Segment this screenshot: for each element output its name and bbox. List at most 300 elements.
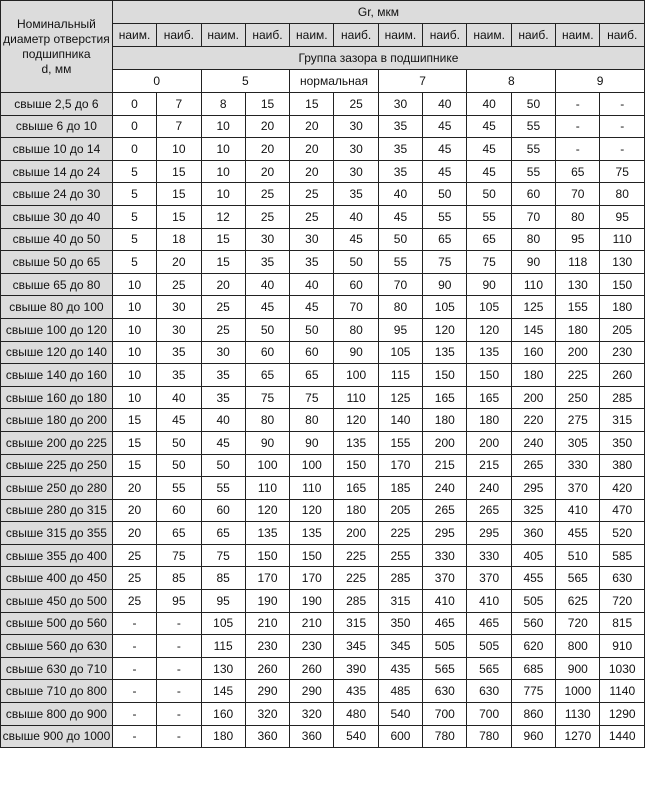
- clearance-min-cell: 118: [556, 251, 600, 274]
- clearance-max-cell: 25: [245, 183, 289, 206]
- clearance-min-cell: 10: [112, 318, 156, 341]
- clearance-min-cell: 55: [467, 205, 511, 228]
- diameter-range-label: свыше 450 до 500: [1, 590, 113, 613]
- table-row: [1, 183, 645, 206]
- clearance-min-cell: 625: [556, 590, 600, 613]
- clearance-max-cell: 565: [423, 657, 467, 680]
- clearance-max-cell: 240: [511, 431, 555, 454]
- clearance-max-cell: 70: [334, 296, 378, 319]
- clearance-max-cell: 325: [511, 499, 555, 522]
- clearance-min-cell: 25: [112, 567, 156, 590]
- clearance-min-cell: 455: [556, 522, 600, 545]
- clearance-max-cell: 860: [511, 703, 555, 726]
- clearance-min-cell: 145: [201, 680, 245, 703]
- max-header: наиб.: [600, 24, 645, 47]
- clearance-max-cell: 45: [423, 160, 467, 183]
- clearance-max-cell: 25: [334, 93, 378, 116]
- clearance-max-cell: -: [157, 703, 201, 726]
- clearance-min-cell: 40: [378, 183, 422, 206]
- clearance-min-cell: -: [556, 115, 600, 138]
- clearance-min-cell: 155: [556, 296, 600, 319]
- clearance-min-cell: 205: [378, 499, 422, 522]
- clearance-min-cell: 190: [290, 590, 334, 613]
- clearance-max-cell: 55: [157, 477, 201, 500]
- clearance-min-cell: 1270: [556, 725, 600, 748]
- clearance-max-cell: 775: [511, 680, 555, 703]
- clearance-min-cell: 70: [378, 273, 422, 296]
- diameter-range-label: свыше 180 до 200: [1, 409, 113, 432]
- clearance-min-cell: 5: [112, 228, 156, 251]
- corner-label-line: Номинальный: [17, 16, 96, 31]
- clearance-max-cell: 910: [600, 635, 645, 658]
- clearance-max-cell: 150: [334, 454, 378, 477]
- clearance-min-cell: 150: [467, 364, 511, 387]
- clearance-min-cell: 40: [201, 409, 245, 432]
- clearance-max-cell: 40: [334, 205, 378, 228]
- clearance-min-cell: 10: [201, 115, 245, 138]
- clearance-min-cell: 35: [378, 160, 422, 183]
- clearance-min-cell: 125: [378, 386, 422, 409]
- min-header: наим.: [378, 24, 422, 47]
- clearance-max-cell: 265: [511, 454, 555, 477]
- clearance-min-cell: 65: [290, 364, 334, 387]
- clearance-max-cell: 200: [423, 431, 467, 454]
- clearance-max-cell: 380: [600, 454, 645, 477]
- clearance-max-cell: 435: [334, 680, 378, 703]
- clearance-max-cell: 150: [245, 544, 289, 567]
- table-row: [1, 115, 645, 138]
- clearance-max-cell: 35: [334, 183, 378, 206]
- clearance-max-cell: 110: [600, 228, 645, 251]
- diameter-range-label: свыше 50 до 65: [1, 251, 113, 274]
- clearance-max-cell: 260: [600, 364, 645, 387]
- max-header: наиб.: [334, 24, 378, 47]
- clearance-max-cell: 100: [334, 364, 378, 387]
- clearance-min-cell: 50: [378, 228, 422, 251]
- clearance-max-cell: 50: [157, 454, 201, 477]
- clearance-max-cell: 160: [511, 341, 555, 364]
- clearance-max-cell: 7: [157, 93, 201, 116]
- clearance-max-cell: 35: [157, 341, 201, 364]
- clearance-max-cell: 110: [245, 477, 289, 500]
- clearance-max-cell: 295: [511, 477, 555, 500]
- clearance-max-cell: 25: [157, 273, 201, 296]
- clearance-min-cell: 50: [201, 454, 245, 477]
- clearance-min-cell: -: [112, 635, 156, 658]
- clearance-max-cell: 65: [157, 522, 201, 545]
- min-header: наим.: [112, 24, 156, 47]
- clearance-min-cell: 600: [378, 725, 422, 748]
- clearance-min-cell: 35: [378, 115, 422, 138]
- clearance-min-cell: 55: [378, 251, 422, 274]
- clearance-max-cell: 80: [245, 409, 289, 432]
- diameter-range-label: свыше 800 до 900: [1, 703, 113, 726]
- clearance-min-cell: 345: [378, 635, 422, 658]
- clearance-max-cell: 15: [157, 160, 201, 183]
- clearance-min-cell: 5: [112, 205, 156, 228]
- clearance-max-cell: 80: [600, 183, 645, 206]
- clearance-min-cell: 45: [467, 138, 511, 161]
- clearance-max-cell: 135: [334, 431, 378, 454]
- clearance-min-cell: 10: [201, 160, 245, 183]
- clearance-min-cell: 45: [201, 431, 245, 454]
- clearance-min-cell: 240: [467, 477, 511, 500]
- clearance-max-cell: 20: [245, 160, 289, 183]
- clearance-max-cell: 30: [334, 160, 378, 183]
- clearance-max-cell: 135: [423, 341, 467, 364]
- clearance-min-cell: 0: [112, 115, 156, 138]
- clearance-max-cell: 125: [511, 296, 555, 319]
- clearance-max-cell: 45: [423, 115, 467, 138]
- clearance-min-cell: 630: [467, 680, 511, 703]
- max-header: наиб.: [511, 24, 555, 47]
- clearance-min-cell: 465: [467, 612, 511, 635]
- clearance-max-cell: 55: [511, 160, 555, 183]
- clearance-min-cell: 8: [201, 93, 245, 116]
- clearance-max-cell: 290: [245, 680, 289, 703]
- table-row: [1, 318, 645, 341]
- clearance-max-cell: 1290: [600, 703, 645, 726]
- diameter-range-label: свыше 14 до 24: [1, 160, 113, 183]
- clearance-max-cell: 205: [600, 318, 645, 341]
- min-header: наим.: [556, 24, 600, 47]
- clearance-min-cell: 80: [556, 205, 600, 228]
- clearance-max-cell: 700: [423, 703, 467, 726]
- clearance-min-cell: 20: [290, 115, 334, 138]
- corner-label-line: диаметр отверстия: [3, 31, 110, 46]
- clearance-min-cell: 185: [378, 477, 422, 500]
- clearance-min-cell: 55: [201, 477, 245, 500]
- clearance-min-cell: 360: [290, 725, 334, 748]
- table-row: [1, 590, 645, 613]
- clearance-min-cell: 275: [556, 409, 600, 432]
- clearance-min-cell: 140: [378, 409, 422, 432]
- clearance-max-cell: 15: [157, 205, 201, 228]
- clearance-max-cell: 50: [157, 431, 201, 454]
- diameter-column-header: [1, 1, 113, 93]
- clearance-max-cell: 35: [157, 364, 201, 387]
- clearance-max-cell: -: [157, 612, 201, 635]
- clearance-max-cell: 190: [245, 590, 289, 613]
- clearance-max-cell: 80: [511, 228, 555, 251]
- clearance-max-cell: 320: [245, 703, 289, 726]
- clearance-min-cell: 540: [378, 703, 422, 726]
- max-header: наиб.: [423, 24, 467, 47]
- clearance-group-header: Группа зазора в подшипнике: [112, 47, 644, 70]
- clearance-min-cell: 315: [378, 590, 422, 613]
- clearance-max-cell: 70: [511, 205, 555, 228]
- clearance-max-cell: 505: [511, 590, 555, 613]
- clearance-min-cell: 265: [467, 499, 511, 522]
- table-row: [1, 341, 645, 364]
- clearance-max-cell: 65: [423, 228, 467, 251]
- clearance-min-cell: 200: [467, 431, 511, 454]
- table-row: [1, 477, 645, 500]
- clearance-max-cell: 45: [423, 138, 467, 161]
- clearance-max-cell: 210: [245, 612, 289, 635]
- min-header: наим.: [467, 24, 511, 47]
- clearance-max-cell: 260: [245, 657, 289, 680]
- clearance-max-cell: 630: [600, 567, 645, 590]
- clearance-min-cell: 180: [201, 725, 245, 748]
- clearance-min-cell: 15: [201, 228, 245, 251]
- clearance-max-cell: 220: [511, 409, 555, 432]
- clearance-max-cell: 20: [157, 251, 201, 274]
- clearance-min-cell: 50: [467, 183, 511, 206]
- clearance-max-cell: 465: [423, 612, 467, 635]
- clearance-max-cell: 75: [157, 544, 201, 567]
- clearance-max-cell: 150: [423, 364, 467, 387]
- clearance-max-cell: 200: [511, 386, 555, 409]
- table-row: [1, 273, 645, 296]
- clearance-min-cell: 225: [556, 364, 600, 387]
- diameter-range-label: свыше 710 до 800: [1, 680, 113, 703]
- clearance-min-cell: 5: [112, 251, 156, 274]
- clearance-max-cell: 40: [245, 273, 289, 296]
- clearance-min-cell: 65: [467, 228, 511, 251]
- clearance-max-cell: 80: [334, 318, 378, 341]
- diameter-range-label: свыше 900 до 1000: [1, 725, 113, 748]
- clearance-min-cell: 10: [201, 138, 245, 161]
- clearance-min-cell: 720: [556, 612, 600, 635]
- min-header: наим.: [290, 24, 334, 47]
- clearance-max-cell: 55: [511, 138, 555, 161]
- table-row: [1, 725, 645, 748]
- clearance-max-cell: 50: [511, 93, 555, 116]
- clearance-min-cell: 110: [290, 477, 334, 500]
- clearance-max-cell: 20: [245, 115, 289, 138]
- clearance-max-cell: 30: [157, 318, 201, 341]
- clearance-max-cell: 470: [600, 499, 645, 522]
- clearance-min-cell: 25: [290, 205, 334, 228]
- clearance-max-cell: 18: [157, 228, 201, 251]
- clearance-max-cell: 75: [600, 160, 645, 183]
- clearance-max-cell: 50: [245, 318, 289, 341]
- table-row: [1, 251, 645, 274]
- clearance-min-cell: 40: [467, 93, 511, 116]
- clearance-max-cell: 180: [511, 364, 555, 387]
- clearance-max-cell: 1140: [600, 680, 645, 703]
- clearance-min-cell: 370: [556, 477, 600, 500]
- clearance-max-cell: 330: [423, 544, 467, 567]
- clearance-min-cell: 35: [378, 138, 422, 161]
- diameter-range-label: свыше 120 до 140: [1, 341, 113, 364]
- clearance-max-cell: 135: [245, 522, 289, 545]
- diameter-range-label: свыше 315 до 355: [1, 522, 113, 545]
- clearance-min-cell: 20: [112, 522, 156, 545]
- clearance-max-cell: 225: [334, 567, 378, 590]
- clearance-min-cell: 70: [556, 183, 600, 206]
- clearance-max-cell: 540: [334, 725, 378, 748]
- clearance-max-cell: 170: [245, 567, 289, 590]
- clearance-min-cell: 10: [112, 386, 156, 409]
- clearance-max-cell: 420: [600, 477, 645, 500]
- table-row: [1, 567, 645, 590]
- clearance-min-cell: 260: [290, 657, 334, 680]
- clearance-max-cell: 630: [423, 680, 467, 703]
- clearance-max-cell: 20: [245, 138, 289, 161]
- diameter-range-label: свыше 10 до 14: [1, 138, 113, 161]
- clearance-max-cell: 120: [245, 499, 289, 522]
- clearance-min-cell: 35: [201, 364, 245, 387]
- table-row: [1, 409, 645, 432]
- table-row: [1, 522, 645, 545]
- clearance-min-cell: 85: [201, 567, 245, 590]
- clearance-min-cell: 15: [112, 409, 156, 432]
- clearance-min-cell: 105: [467, 296, 511, 319]
- clearance-min-cell: 5: [112, 183, 156, 206]
- clearance-min-cell: 25: [112, 544, 156, 567]
- clearance-min-cell: 5: [112, 160, 156, 183]
- clearance-max-cell: 130: [600, 251, 645, 274]
- diameter-range-label: свыше 24 до 30: [1, 183, 113, 206]
- clearance-min-cell: 130: [201, 657, 245, 680]
- diameter-range-label: свыше 225 до 250: [1, 454, 113, 477]
- diameter-range-label: свыше 630 до 710: [1, 657, 113, 680]
- clearance-max-cell: 360: [511, 522, 555, 545]
- clearance-min-cell: 700: [467, 703, 511, 726]
- clearance-min-cell: 160: [201, 703, 245, 726]
- clearance-max-cell: 90: [245, 431, 289, 454]
- clearance-max-cell: 10: [157, 138, 201, 161]
- clearance-min-cell: 255: [378, 544, 422, 567]
- clearance-min-cell: -: [112, 657, 156, 680]
- clearance-min-cell: 225: [378, 522, 422, 545]
- clearance-max-cell: 265: [423, 499, 467, 522]
- clearance-max-cell: 685: [511, 657, 555, 680]
- table-row: [1, 612, 645, 635]
- diameter-range-label: свыше 160 до 180: [1, 386, 113, 409]
- clearance-min-cell: 10: [112, 341, 156, 364]
- clearance-max-cell: 30: [334, 138, 378, 161]
- clearance-max-cell: 960: [511, 725, 555, 748]
- clearance-max-cell: 150: [600, 273, 645, 296]
- clearance-min-cell: 12: [201, 205, 245, 228]
- clearance-min-cell: 250: [556, 386, 600, 409]
- clearance-max-cell: 100: [245, 454, 289, 477]
- clearance-min-cell: 330: [556, 454, 600, 477]
- clearance-max-cell: 780: [423, 725, 467, 748]
- clearance-min-cell: 75: [201, 544, 245, 567]
- clearance-min-cell: 0: [112, 93, 156, 116]
- clearance-min-cell: 505: [467, 635, 511, 658]
- clearance-min-cell: 120: [290, 499, 334, 522]
- clearance-min-cell: 350: [378, 612, 422, 635]
- clearance-min-cell: 90: [290, 431, 334, 454]
- corner-label-line: d, мм: [41, 61, 72, 76]
- table-row: [1, 364, 645, 387]
- clearance-min-cell: 45: [467, 115, 511, 138]
- corner-label-line: подшипника: [22, 46, 91, 61]
- clearance-max-cell: 180: [423, 409, 467, 432]
- clearance-max-cell: 620: [511, 635, 555, 658]
- clearance-min-cell: 180: [556, 318, 600, 341]
- diameter-range-label: свыше 30 до 40: [1, 205, 113, 228]
- clearance-max-cell: 90: [423, 273, 467, 296]
- clearance-min-cell: 215: [467, 454, 511, 477]
- clearance-min-cell: 565: [556, 567, 600, 590]
- clearance-max-cell: 720: [600, 590, 645, 613]
- clearance-min-cell: 10: [112, 296, 156, 319]
- clearance-max-cell: 240: [423, 477, 467, 500]
- clearance-min-cell: 35: [201, 386, 245, 409]
- clearance-min-cell: 130: [556, 273, 600, 296]
- clearance-max-cell: 165: [334, 477, 378, 500]
- clearance-max-cell: 390: [334, 657, 378, 680]
- group-header-normal: нормальная: [290, 70, 379, 93]
- clearance-min-cell: 25: [201, 296, 245, 319]
- clearance-min-cell: 510: [556, 544, 600, 567]
- clearance-min-cell: 20: [112, 477, 156, 500]
- clearance-max-cell: 225: [334, 544, 378, 567]
- diameter-range-label: свыше 80 до 100: [1, 296, 113, 319]
- clearance-min-cell: 35: [290, 251, 334, 274]
- clearance-min-cell: 150: [290, 544, 334, 567]
- clearance-max-cell: 40: [157, 386, 201, 409]
- clearance-min-cell: 30: [290, 228, 334, 251]
- clearance-min-cell: -: [556, 93, 600, 116]
- clearance-min-cell: 80: [290, 409, 334, 432]
- clearance-min-cell: -: [112, 612, 156, 635]
- table-row: [1, 93, 645, 116]
- clearance-min-cell: 90: [467, 273, 511, 296]
- clearance-min-cell: 10: [201, 183, 245, 206]
- clearance-max-cell: 1030: [600, 657, 645, 680]
- clearance-max-cell: -: [157, 680, 201, 703]
- clearance-min-cell: 370: [467, 567, 511, 590]
- max-header: наиб.: [157, 24, 201, 47]
- clearance-max-cell: 215: [423, 454, 467, 477]
- clearance-max-cell: 60: [334, 273, 378, 296]
- clearance-min-cell: 120: [467, 318, 511, 341]
- clearance-min-cell: 95: [556, 228, 600, 251]
- clearance-max-cell: 1440: [600, 725, 645, 748]
- diameter-range-label: свыше 280 до 315: [1, 499, 113, 522]
- clearance-min-cell: 30: [378, 93, 422, 116]
- clearance-max-cell: 110: [511, 273, 555, 296]
- clearance-min-cell: 410: [467, 590, 511, 613]
- table-body: [1, 93, 645, 748]
- clearance-min-cell: 10: [112, 273, 156, 296]
- clearance-max-cell: 40: [423, 93, 467, 116]
- clearance-max-cell: 360: [245, 725, 289, 748]
- table-row: [1, 431, 645, 454]
- clearance-max-cell: 120: [334, 409, 378, 432]
- clearance-max-cell: 230: [245, 635, 289, 658]
- clearance-max-cell: 560: [511, 612, 555, 635]
- table-row: [1, 296, 645, 319]
- clearance-max-cell: 815: [600, 612, 645, 635]
- clearance-min-cell: 295: [467, 522, 511, 545]
- clearance-max-cell: 45: [334, 228, 378, 251]
- clearance-max-cell: 90: [334, 341, 378, 364]
- table-row: [1, 138, 645, 161]
- diameter-range-label: свыше 140 до 160: [1, 364, 113, 387]
- clearance-max-cell: 110: [334, 386, 378, 409]
- clearance-max-cell: 585: [600, 544, 645, 567]
- clearance-max-cell: 95: [157, 590, 201, 613]
- clearance-min-cell: 435: [378, 657, 422, 680]
- clearance-max-cell: 370: [423, 567, 467, 590]
- clearance-max-cell: 30: [334, 115, 378, 138]
- clearance-max-cell: 285: [600, 386, 645, 409]
- clearance-max-cell: 295: [423, 522, 467, 545]
- clearance-max-cell: -: [600, 115, 645, 138]
- table-row: [1, 680, 645, 703]
- clearance-min-cell: 20: [201, 273, 245, 296]
- clearance-max-cell: 105: [423, 296, 467, 319]
- clearance-max-cell: 85: [157, 567, 201, 590]
